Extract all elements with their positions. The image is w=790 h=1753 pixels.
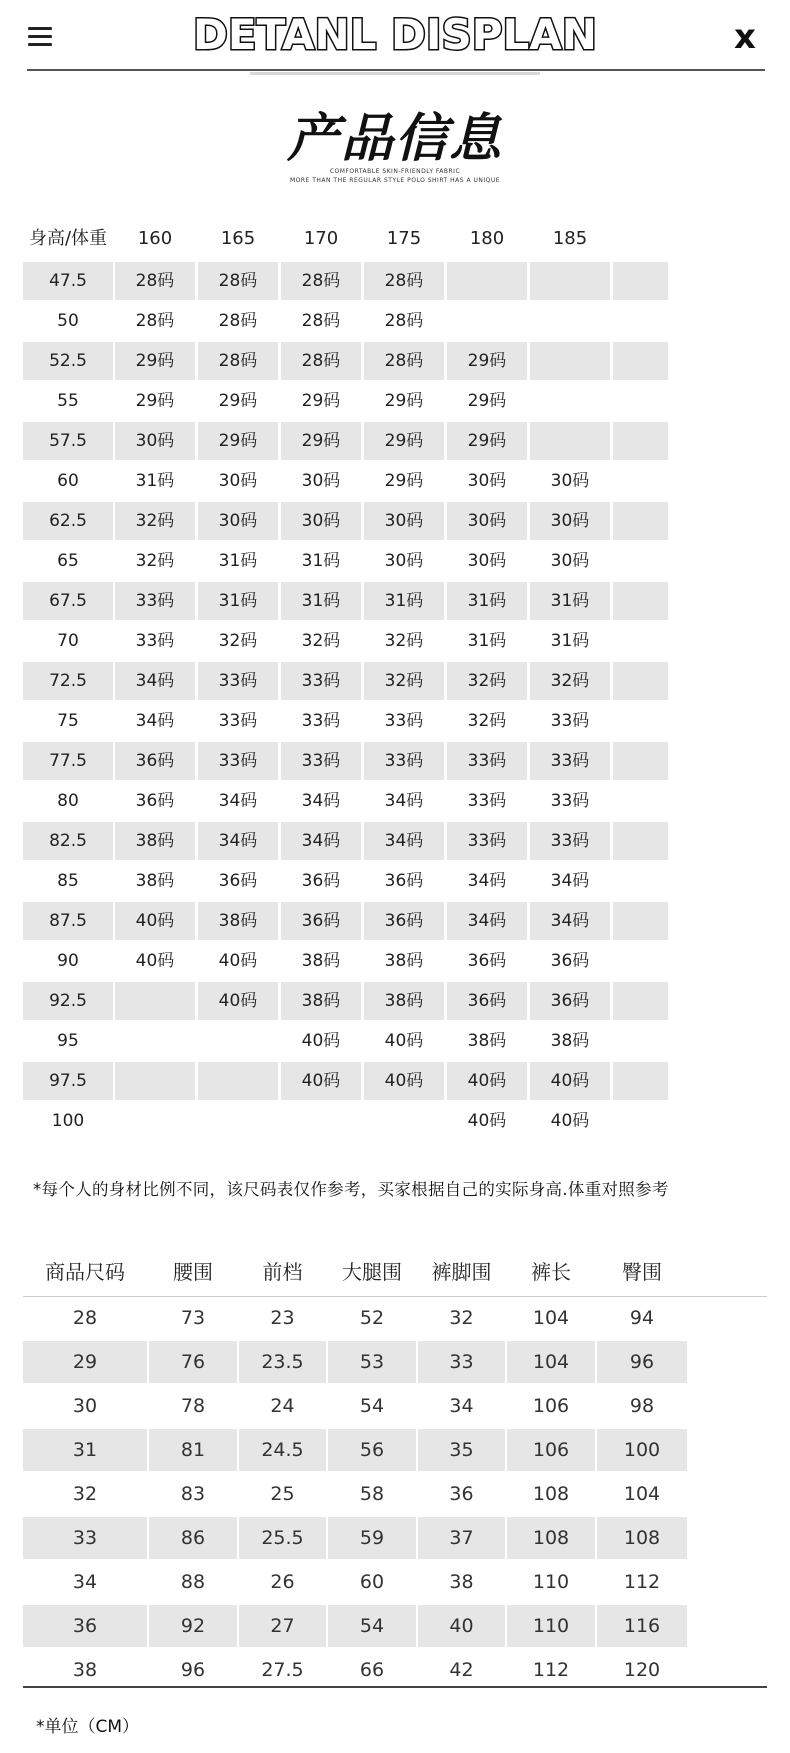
size-cell	[613, 502, 668, 540]
size-cell: 36码	[115, 742, 195, 780]
measurement-row	[23, 1561, 767, 1605]
size-chart-row	[23, 942, 768, 982]
size-cell	[613, 1062, 668, 1100]
size-cell	[530, 342, 610, 380]
measurement-cell: 38	[449, 1571, 474, 1593]
height-column-header	[613, 218, 668, 260]
measurement-cell: 108	[507, 1517, 595, 1559]
weight-cell: 55	[57, 391, 79, 411]
measurement-cell: 76	[149, 1341, 237, 1383]
measurement-cell: 32	[72, 1483, 98, 1505]
size-cell: 30码	[550, 551, 590, 571]
measurement-cell: 26	[270, 1571, 295, 1593]
size-cell: 40码	[530, 1062, 610, 1100]
size-cell: 29码	[384, 391, 424, 411]
size-cell: 34码	[281, 822, 361, 860]
size-cell: 28码	[218, 311, 258, 331]
size-cell: 32码	[135, 551, 175, 571]
measurement-cell: 100	[597, 1429, 687, 1471]
height-column-header: 170	[303, 228, 339, 249]
size-cell: 29码	[218, 391, 258, 411]
measurement-cell: 27.5	[261, 1659, 304, 1681]
size-cell: 33码	[115, 582, 195, 620]
size-chart-row	[23, 542, 768, 582]
size-cell	[198, 1062, 278, 1100]
weight-cell: 47.5	[23, 262, 113, 300]
size-cell	[613, 622, 668, 660]
measurement-column-header: 腰围	[173, 1260, 213, 1284]
measurement-cell: 35	[418, 1429, 505, 1471]
size-cell	[530, 302, 610, 340]
measurement-cell: 24	[270, 1395, 295, 1417]
height-column-header: 185	[552, 228, 588, 249]
measurement-cell: 98	[629, 1395, 655, 1417]
size-cell: 40码	[467, 1111, 507, 1131]
size-cell: 36码	[467, 951, 507, 971]
size-chart-row	[23, 462, 768, 502]
measurement-cell: 59	[328, 1517, 416, 1559]
size-cell	[613, 382, 668, 420]
measurement-cell: 108	[532, 1483, 570, 1505]
size-cell: 32码	[364, 662, 444, 700]
size-chart-row	[23, 702, 768, 742]
measurement-row	[23, 1517, 767, 1561]
size-cell: 32码	[218, 631, 258, 651]
size-cell: 31码	[364, 582, 444, 620]
size-cell: 29码	[364, 422, 444, 460]
unit-note: *单位（CM）	[36, 1717, 140, 1737]
size-cell: 30码	[530, 502, 610, 540]
size-cell: 31码	[281, 582, 361, 620]
size-cell: 30码	[447, 502, 527, 540]
size-cell: 28码	[135, 311, 175, 331]
measurement-cell: 106	[532, 1395, 570, 1417]
measurement-cell: 73	[180, 1307, 206, 1329]
size-cell: 29码	[281, 422, 361, 460]
size-cell: 34码	[384, 791, 424, 811]
size-cell	[115, 982, 195, 1020]
measurement-cell: 110	[532, 1571, 570, 1593]
weight-cell: 52.5	[23, 342, 113, 380]
size-cell: 29码	[301, 391, 341, 411]
size-cell	[613, 462, 668, 500]
measurement-cell: 104	[532, 1307, 570, 1329]
size-chart-row	[23, 1022, 768, 1062]
measurement-cell: 78	[180, 1395, 206, 1417]
size-cell: 40码	[550, 1111, 590, 1131]
weight-cell: 62.5	[23, 502, 113, 540]
size-cell: 31码	[218, 551, 258, 571]
size-cell: 29码	[447, 342, 527, 380]
size-cell: 36码	[550, 951, 590, 971]
size-cell: 31码	[135, 471, 175, 491]
size-chart-row	[23, 502, 768, 542]
measurement-cell: 66	[359, 1659, 385, 1681]
size-cell: 36码	[384, 871, 424, 891]
size-cell: 34码	[364, 822, 444, 860]
size-cell	[613, 262, 668, 300]
measurement-cell: 33	[23, 1517, 147, 1559]
weight-cell: 50	[57, 311, 79, 331]
size-cell: 28码	[364, 342, 444, 380]
size-cell	[613, 782, 668, 820]
size-cell: 31码	[550, 631, 590, 651]
weight-cell: 80	[57, 791, 79, 811]
size-cell	[281, 1102, 361, 1140]
size-chart-row	[23, 342, 768, 382]
measurement-cell: 108	[597, 1517, 687, 1559]
brand-title: DETANL DISPLAN	[193, 10, 597, 59]
size-chart-row	[23, 902, 768, 942]
measurement-row	[23, 1297, 767, 1341]
height-column-header: 160	[137, 228, 173, 249]
size-cell	[613, 1102, 668, 1140]
measurement-cell: 40	[418, 1605, 505, 1647]
weight-cell: 100	[51, 1111, 85, 1131]
size-cell	[613, 902, 668, 940]
size-cell: 34码	[218, 791, 258, 811]
size-cell: 33码	[467, 791, 507, 811]
size-cell: 31码	[301, 551, 341, 571]
size-cell: 28码	[384, 311, 424, 331]
size-cell	[613, 862, 668, 900]
size-cell: 33码	[530, 742, 610, 780]
measurement-cell: 116	[597, 1605, 687, 1647]
size-cell: 29码	[198, 422, 278, 460]
top-bar	[0, 0, 790, 78]
size-cell: 31码	[198, 582, 278, 620]
size-cell	[613, 702, 668, 740]
size-cell: 30码	[301, 471, 341, 491]
size-chart-row	[23, 862, 768, 902]
size-cell	[530, 422, 610, 460]
measurement-cell: 53	[328, 1341, 416, 1383]
measurement-cell: 92	[149, 1605, 237, 1647]
size-cell: 34码	[115, 662, 195, 700]
height-column-header: 180	[469, 228, 505, 249]
weight-cell: 57.5	[23, 422, 113, 460]
weight-cell: 72.5	[23, 662, 113, 700]
close-icon[interactable]: x	[734, 17, 756, 57]
size-cell: 34码	[135, 711, 175, 731]
measurement-cell: 81	[149, 1429, 237, 1471]
size-cell: 34码	[447, 902, 527, 940]
header-divider-highlight	[250, 72, 540, 75]
size-cell: 33码	[198, 742, 278, 780]
size-cell: 36码	[447, 982, 527, 1020]
weight-cell: 82.5	[23, 822, 113, 860]
measurement-cell: 110	[507, 1605, 595, 1647]
size-cell: 34码	[198, 822, 278, 860]
size-cell	[115, 1062, 195, 1100]
measurement-cell: 33	[418, 1341, 505, 1383]
measurement-cell: 38	[72, 1659, 98, 1681]
measurement-cell: 29	[23, 1341, 147, 1383]
size-cell: 40码	[447, 1062, 527, 1100]
size-cell: 32码	[384, 631, 424, 651]
size-cell: 28码	[198, 262, 278, 300]
weight-cell: 95	[57, 1031, 79, 1051]
size-chart-row	[23, 302, 768, 342]
weight-cell: 92.5	[23, 982, 113, 1020]
weight-cell: 85	[57, 871, 79, 891]
measurement-cell: 32	[449, 1307, 474, 1329]
size-cell: 33码	[550, 791, 590, 811]
size-cell: 30码	[218, 471, 258, 491]
measurement-cell: 23.5	[239, 1341, 326, 1383]
size-cell: 38码	[115, 822, 195, 860]
weight-cell: 60	[57, 471, 79, 491]
measurement-cell: 112	[532, 1659, 570, 1681]
size-cell: 30码	[364, 502, 444, 540]
size-cell: 40码	[384, 1031, 424, 1051]
size-chart-row	[23, 982, 768, 1022]
measurement-cell: 25.5	[239, 1517, 326, 1559]
size-cell: 33码	[301, 711, 341, 731]
size-cell: 33码	[447, 822, 527, 860]
height-column-header: 175	[386, 228, 422, 249]
weight-cell: 75	[57, 711, 79, 731]
weight-cell: 87.5	[23, 902, 113, 940]
weight-cell: 97.5	[23, 1062, 113, 1100]
measurement-cell: 24.5	[239, 1429, 326, 1471]
size-cell: 29码	[135, 391, 175, 411]
measurement-cell: 36	[449, 1483, 474, 1505]
size-cell: 38码	[364, 982, 444, 1020]
size-chart-header-row	[23, 218, 768, 262]
size-cell: 30码	[198, 502, 278, 540]
size-chart-row	[23, 782, 768, 822]
measurement-cell: 104	[507, 1341, 595, 1383]
size-cell	[530, 382, 610, 420]
measurement-cell: 23	[270, 1307, 295, 1329]
measurement-cell: 34	[449, 1395, 474, 1417]
size-cell	[613, 1022, 668, 1060]
size-chart-row	[23, 662, 768, 702]
size-chart-corner-label: 身高/体重	[28, 228, 108, 249]
size-cell: 38码	[281, 982, 361, 1020]
measurement-cell: 25	[270, 1483, 295, 1505]
size-cell: 36码	[218, 871, 258, 891]
measurement-row	[23, 1429, 767, 1473]
size-chart-row	[23, 382, 768, 422]
size-cell	[613, 542, 668, 580]
size-cell: 30码	[115, 422, 195, 460]
measurement-cell: 28	[72, 1307, 98, 1329]
measurement-cell: 54	[359, 1395, 385, 1417]
measurement-cell: 104	[623, 1483, 661, 1505]
measurement-cell: 86	[149, 1517, 237, 1559]
size-cell: 30码	[550, 471, 590, 491]
measurement-column-header: 裤脚围	[431, 1260, 492, 1284]
measurement-row	[23, 1341, 767, 1385]
measurement-cell: 58	[359, 1483, 385, 1505]
size-chart-row	[23, 822, 768, 862]
size-cell: 40码	[364, 1062, 444, 1100]
size-cell: 40码	[198, 982, 278, 1020]
size-cell: 33码	[281, 742, 361, 780]
height-column-header: 165	[220, 228, 256, 249]
size-cell: 36码	[301, 871, 341, 891]
size-cell: 28码	[281, 342, 361, 380]
weight-cell: 67.5	[23, 582, 113, 620]
size-cell: 28码	[198, 342, 278, 380]
size-cell: 29码	[384, 471, 424, 491]
size-cell	[613, 942, 668, 980]
size-chart-row	[23, 422, 768, 462]
measurement-cell: 30	[72, 1395, 98, 1417]
size-cell: 28码	[364, 262, 444, 300]
size-cell: 28码	[301, 311, 341, 331]
reference-note: *每个人的身材比例不同，该尺码表仅作参考，买家根据自己的实际身高.体重对照参考	[33, 1180, 669, 1199]
size-cell: 31码	[467, 631, 507, 651]
size-cell: 32码	[115, 502, 195, 540]
size-cell	[447, 262, 527, 300]
measurement-cell: 106	[507, 1429, 595, 1471]
size-cell: 33码	[447, 742, 527, 780]
measurement-cell: 96	[180, 1659, 206, 1681]
size-cell: 32码	[447, 662, 527, 700]
size-cell: 29码	[447, 422, 527, 460]
measurement-cell: 88	[180, 1571, 206, 1593]
measurement-table	[23, 1247, 767, 1693]
section-subtitle-line1: COMFORTABLE SKIN-FRIENDLY FABRIC	[329, 168, 461, 175]
weight-cell: 70	[57, 631, 79, 651]
size-cell: 38码	[198, 902, 278, 940]
size-cell: 40码	[135, 951, 175, 971]
size-cell: 36码	[530, 982, 610, 1020]
size-cell: 28码	[281, 262, 361, 300]
size-chart-row	[23, 262, 768, 302]
header-divider	[27, 69, 765, 71]
measurement-cell: 31	[23, 1429, 147, 1471]
size-chart-row	[23, 742, 768, 782]
size-cell: 40码	[281, 1062, 361, 1100]
size-cell: 33码	[530, 822, 610, 860]
size-cell: 33码	[364, 742, 444, 780]
measurement-cell: 56	[328, 1429, 416, 1471]
size-cell: 36码	[281, 902, 361, 940]
measurement-header-row	[23, 1247, 767, 1297]
measurement-column-header: 商品尺码	[45, 1260, 125, 1284]
size-cell	[613, 822, 668, 860]
measurement-cell: 83	[180, 1483, 206, 1505]
measurement-cell: 34	[72, 1571, 98, 1593]
size-cell: 33码	[384, 711, 424, 731]
size-cell: 30码	[281, 502, 361, 540]
size-cell: 40码	[218, 951, 258, 971]
weight-cell: 90	[57, 951, 79, 971]
measurement-row	[23, 1385, 767, 1429]
size-cell	[447, 302, 527, 340]
measurement-cell: 42	[449, 1659, 474, 1681]
size-cell	[613, 742, 668, 780]
size-cell: 31码	[447, 582, 527, 620]
size-cell: 36码	[364, 902, 444, 940]
measurement-cell: 94	[629, 1307, 655, 1329]
size-cell: 32码	[530, 662, 610, 700]
size-cell	[530, 262, 610, 300]
size-chart-row	[23, 582, 768, 622]
measurement-cell: 27	[239, 1605, 326, 1647]
measurement-table-bottom-rule	[23, 1686, 767, 1688]
size-cell: 33码	[281, 662, 361, 700]
size-cell: 38码	[301, 951, 341, 971]
size-cell: 33码	[198, 662, 278, 700]
size-cell	[115, 1022, 195, 1060]
size-cell	[613, 342, 668, 380]
size-cell: 38码	[467, 1031, 507, 1051]
measurement-cell: 54	[328, 1605, 416, 1647]
size-cell	[613, 422, 668, 460]
size-cell: 29码	[115, 342, 195, 380]
size-cell: 40码	[301, 1031, 341, 1051]
size-cell: 34码	[301, 791, 341, 811]
size-cell: 29码	[467, 391, 507, 411]
size-cell: 30码	[384, 551, 424, 571]
size-cell	[613, 662, 668, 700]
size-cell: 32码	[467, 711, 507, 731]
size-cell	[613, 982, 668, 1020]
measurement-cell: 112	[623, 1571, 661, 1593]
size-cell	[115, 1102, 195, 1140]
size-cell: 28码	[115, 262, 195, 300]
measurement-column-header: 前档	[262, 1260, 303, 1284]
weight-cell: 65	[57, 551, 79, 571]
size-chart-table	[23, 218, 768, 1142]
size-cell: 33码	[218, 711, 258, 731]
size-cell	[613, 302, 668, 340]
measurement-cell: 96	[597, 1341, 687, 1383]
size-cell: 33码	[550, 711, 590, 731]
size-cell: 31码	[530, 582, 610, 620]
size-chart-row	[23, 1102, 768, 1142]
size-cell: 33码	[135, 631, 175, 651]
section-title: 产品信息	[286, 109, 503, 169]
measurement-row	[23, 1473, 767, 1517]
size-cell: 40码	[115, 902, 195, 940]
measurement-column-header: 大腿围	[342, 1260, 402, 1284]
measurement-row	[23, 1605, 767, 1649]
size-cell: 36码	[135, 791, 175, 811]
weight-cell: 77.5	[23, 742, 113, 780]
measurement-column-header: 裤长	[531, 1260, 571, 1284]
size-cell: 38码	[384, 951, 424, 971]
measurement-column-header: 臀围	[622, 1260, 662, 1284]
measurement-cell: 60	[359, 1571, 385, 1593]
measurement-cell: 37	[418, 1517, 505, 1559]
size-chart-row	[23, 622, 768, 662]
size-cell	[613, 582, 668, 620]
size-cell: 34码	[550, 871, 590, 891]
size-cell: 38码	[550, 1031, 590, 1051]
size-cell	[198, 1022, 278, 1060]
measurement-cell: 36	[23, 1605, 147, 1647]
measurement-cell: 120	[623, 1659, 661, 1681]
size-cell: 38码	[135, 871, 175, 891]
measurement-cell: 52	[359, 1307, 385, 1329]
size-cell: 34码	[530, 902, 610, 940]
size-cell: 30码	[467, 471, 507, 491]
size-cell: 30码	[467, 551, 507, 571]
size-cell: 32码	[301, 631, 341, 651]
size-chart-row	[23, 1062, 768, 1102]
size-cell	[198, 1102, 278, 1140]
size-cell: 34码	[467, 871, 507, 891]
section-subtitle-line2: MORE THAN THE REGULAR STYLE POLO SHIRT HAS A UNIQUE	[289, 177, 501, 184]
size-cell	[364, 1102, 444, 1140]
